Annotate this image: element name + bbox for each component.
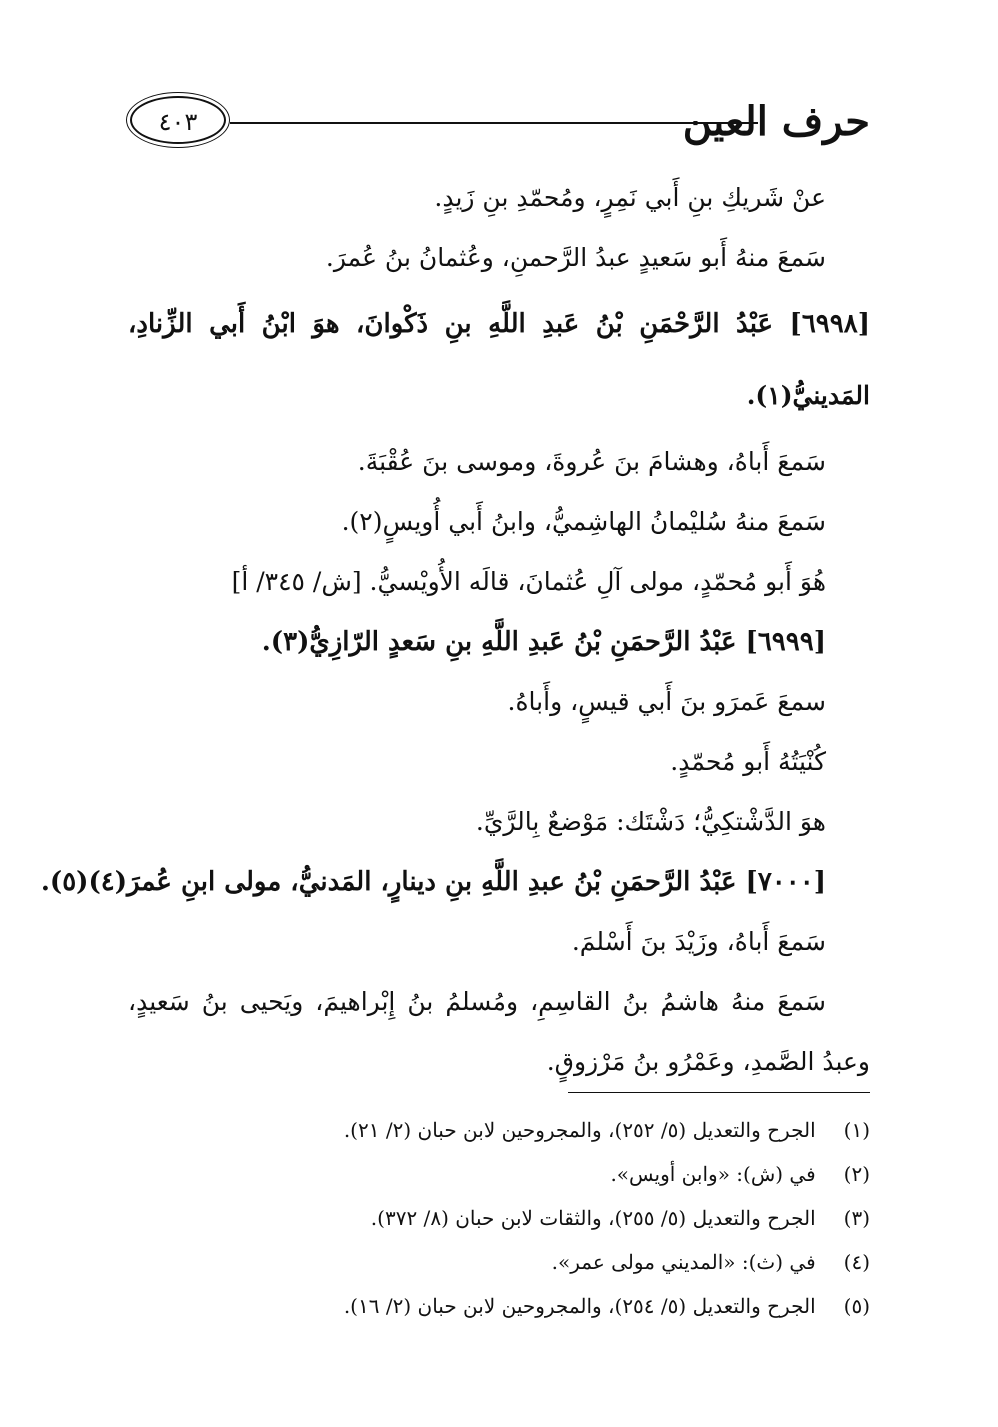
entry-heading-7000: [٧٠٠٠] عَبْدُ الرَّحمَنِ بْنُ عبدِ اللَّهِ بنِ دينارٍ، المَدنيُّ، مولى ابنِ عُمرَ(٤)(٥).: [40, 867, 826, 897]
footnote-number: (٢): [843, 1162, 870, 1186]
text-line: هُوَ أَبو مُحمّدٍ، مولى آلِ عُثمانَ، قالَه الأُويْسيُّ. [ش/ ٣٤٥/ أ]: [231, 567, 826, 596]
entry-heading-6999: [٦٩٩٩] عَبْدُ الرَّحمَنِ بْنُ عَبدِ اللَّهِ بنِ سَعدٍ الرّازِيُّ(٣).: [261, 627, 826, 657]
chapter-title: حرف العين: [682, 98, 870, 145]
page-number: ٤٠٣: [130, 96, 226, 144]
main-text: [40, 168, 870, 1092]
text-line: سَمعَ أَباهُ، وزَيْدَ بنَ أَسْلمَ.: [571, 927, 826, 956]
footnote-text: الجرح والتعديل (٥/ ٢٥٢)، والمجروحين لابن حبان (٢/ ٢١).: [343, 1118, 816, 1142]
text-line: سمعَ عَمرَو بنَ أَبي قيسٍ، وأَباهُ.: [507, 687, 826, 716]
entry-heading-continuation: المَدينيُّ(١).: [746, 381, 870, 410]
footnote-text: في (ش): «وابن أويس».: [610, 1162, 816, 1186]
footnotes: [200, 1108, 870, 1328]
footnote: [200, 1284, 870, 1328]
footnote: [200, 1240, 870, 1284]
footnote-number: (١): [843, 1118, 870, 1142]
footnote-text: الجرح والتعديل (٥/ ٢٥٥)، والثقات لابن حبان (٨/ ٣٧٢).: [370, 1206, 816, 1230]
footnote-text: الجرح والتعديل (٥/ ٢٥٤)، والمجروحين لابن حبان (٢/ ١٦).: [343, 1294, 816, 1318]
text-line: وعبدُ الصَّمدِ، وعَمْرُو بنُ مَرْزوقٍ.: [546, 1047, 870, 1076]
text-line: عنْ شَريكِ بنِ أَبي نَمِرٍ، ومُحمّدِ بنِ زَيدٍ.: [434, 183, 826, 212]
footnote: [200, 1108, 870, 1152]
header-rule: [230, 122, 758, 124]
footnote-number: (٥): [843, 1294, 870, 1318]
footnote: [200, 1152, 870, 1196]
text-line: سَمعَ أَباهُ، وهشامَ بنَ عُروةَ، وموسى بنَ عُقْبَةَ.: [357, 447, 826, 476]
footnote-number: (٣): [843, 1206, 870, 1230]
footnote-text: في (ث): «المديني مولى عمر».: [551, 1250, 816, 1274]
page-header: [130, 92, 870, 162]
text-line: سَمعَ منهُ سُليْمانُ الهاشِميُّ، وابنُ أَبي أُويسٍ(٢).: [341, 507, 826, 536]
text-line: كُنْيَتُهُ أَبو مُحمّدٍ.: [670, 747, 826, 776]
footnote-separator: [568, 1092, 870, 1093]
footnote: [200, 1196, 870, 1240]
entry-heading-6998: [٦٩٩٨] عَبْدُ الرَّحْمَنِ بْنُ عَبدِ اللَّهِ بنِ ذَكْوانَ، هوَ ابْنُ أَبي الزِّنادِ،: [128, 309, 870, 339]
text-line: هوَ الدَّشْتكِيُّ؛ دَشْتَك: مَوْضعٌ بِالرَّيِّ.: [475, 807, 826, 836]
text-line: سَمعَ منهُ هاشمُ بنُ القاسِمِ، ومُسلمُ بنُ إِبْراهيمَ، ويَحيى بنُ سَعيدٍ،: [128, 987, 826, 1016]
footnote-number: (٤): [843, 1250, 870, 1274]
text-line: سَمعَ منهُ أَبو سَعيدٍ عبدُ الرَّحمنِ، وعُثمانُ بنُ عُمرَ.: [325, 243, 826, 272]
